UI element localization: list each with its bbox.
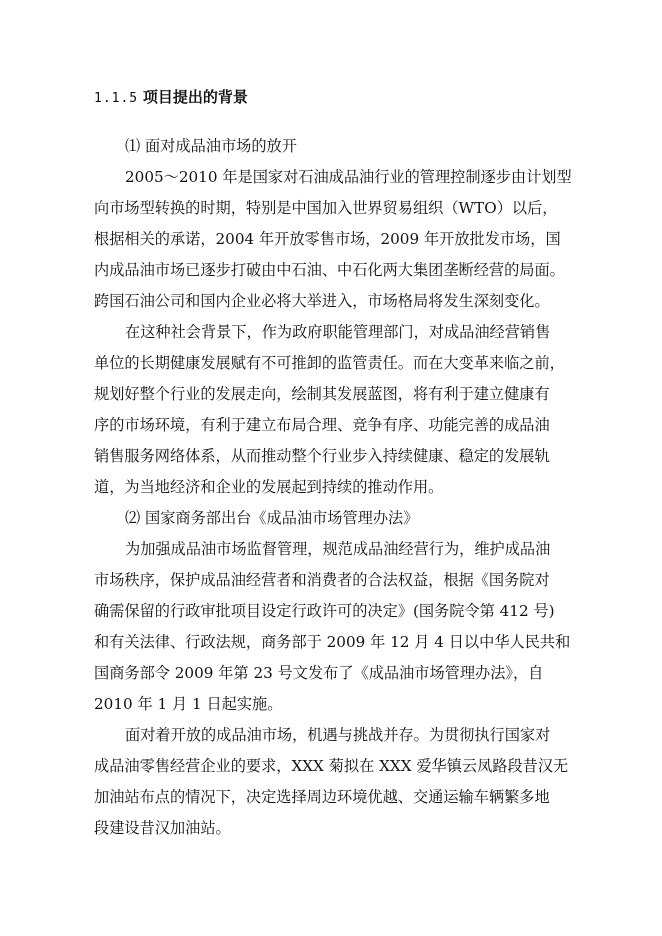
- section-number: 1.1.5: [94, 91, 139, 106]
- paragraph-line: 成品油零售经营企业的要求，XXX 菊拟在 XXX 爱华镇云凤路段昔汉无: [94, 757, 569, 775]
- subheading-market-opening: ⑴ 面对成品油市场的放开: [125, 137, 297, 155]
- paragraph-line: 2010 年 1 月 1 日起实施。: [94, 695, 283, 713]
- paragraph-line: 为加强成品油市场监督管理，规范成品油经营行为，维护成品油: [125, 540, 551, 558]
- paragraph-line: 根据相关的承诺，2004 年开放零售市场，2009 年开放批发市场，国: [94, 230, 561, 248]
- paragraph-line: 和有关法律、行政法规，商务部于 2009 年 12 月 4 日以中华人民共和: [94, 633, 571, 651]
- paragraph-line: 加油站布点的情况下，决定选择周边环境优越、交通运输车辆繁多地: [94, 788, 550, 806]
- paragraph-line: 段建设昔汉加油站。: [94, 819, 231, 837]
- section-heading: [94, 86, 248, 110]
- paragraph-line: 2005～2010 年是国家对石油成品油行业的管理控制逐步由计划型: [125, 168, 572, 186]
- paragraph-line: 向市场型转换的时期，特别是中国加入世界贸易组织（WTO）以后，: [94, 199, 558, 217]
- subheading-regulation: ⑵ 国家商务部出台《成品油市场管理办法》: [125, 509, 419, 527]
- paragraph-line: 面对着开放的成品油市场，机遇与挑战并存。为贯彻执行国家对: [125, 726, 551, 744]
- paragraph-line: 规划好整个行业的发展走向，绘制其发展蓝图，将有利于建立健康有: [94, 385, 550, 403]
- paragraph-line: 序的市场环境，有利于建立布局合理、竞争有序、功能完善的成品油: [94, 416, 550, 434]
- paragraph-line: 确需保留的行政审批项目设定行政许可的决定》(国务院令第 412 号): [94, 602, 555, 620]
- section-title: 项目提出的背景: [142, 88, 248, 106]
- paragraph-line: 市场秩序，保护成品油经营者和消费者的合法权益，根据《国务院对: [94, 571, 550, 589]
- paragraph-line: 道，为当地经济和企业的发展起到持续的推动作用。: [94, 478, 444, 496]
- paragraph-line: 销售服务网络体系，从而推动整个行业步入持续健康、稳定的发展轨: [94, 447, 550, 465]
- paragraph-line: 在这种社会背景下，作为政府职能管理部门，对成品油经营销售: [125, 323, 551, 341]
- paragraph-line: 内成品油市场已逐步打破由中石油、中石化两大集团垄断经营的局面。: [94, 261, 565, 279]
- paragraph-line: 国商务部令 2009 年第 23 号文发布了《成品油市场管理办法》，自: [94, 664, 544, 682]
- paragraph-line: 单位的长期健康发展赋有不可推卸的监管责任。而在大变革来临之前，: [94, 354, 565, 372]
- paragraph-line: 跨国石油公司和国内企业必将大举进入，市场格局将发生深刻变化。: [94, 292, 550, 310]
